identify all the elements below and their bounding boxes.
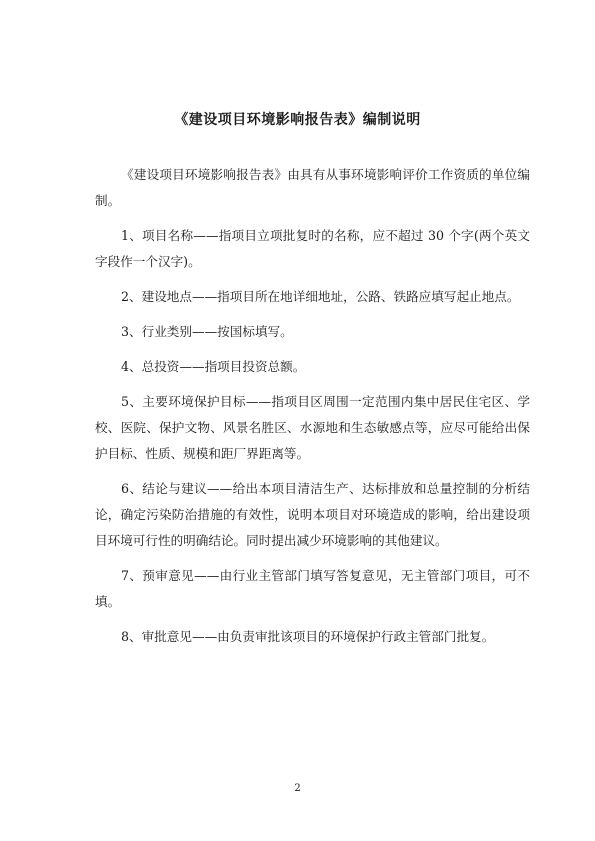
paragraph-item-8-approval: 8、审批意见——由负责审批该项目的环境保护行政主管部门批复。 [121,629,495,644]
paragraph-item-7-pre-review: 7、预审意见——由行业主管部门填写答复意见，无主管部门项目，可不填。 [95,568,530,609]
page-number: 2 [294,783,301,794]
paragraph-item-1-project-name: 1、项目名称——指项目立项批复时的名称，应不超过 30 个字(两个英文字段作一个汉字)。 [95,228,530,269]
paragraph-item-6-conclusion: 6、结论与建议——给出本项目清洁生产、达标排放和总量控制的分析结论，确定污染防治措施的有效性，说明本项目对环境造成的影响，给出建设项目环境可行性的明确结论。同时提出减少环境影响的其他建议。 [95,481,530,548]
paragraph-intro: 《建设项目环境影响报告表》由具有从事环境影响评价工作资质的单位编制。 [95,167,530,208]
paragraph-item-5-protection-targets: 5、主要环境保护目标——指项目区周围一定范围内集中居民住宅区、学校、医院、保护文物、风景名胜区、水源地和生态敏感点等，应尽可能给出保护目标、性质、规模和距厂界距离等。 [95,394,530,461]
document-title: 《建设项目环境影响报告表》编制说明 [174,112,421,128]
paragraph-item-2-location: 2、建设地点——指项目所在地详细地址，公路、铁路应填写起止地点。 [121,289,520,304]
paragraph-item-4-investment: 4、总投资——指项目投资总额。 [121,359,306,374]
document-body [95,162,530,659]
paragraph-item-3-industry: 3、行业类别——按国标填写。 [121,324,293,339]
